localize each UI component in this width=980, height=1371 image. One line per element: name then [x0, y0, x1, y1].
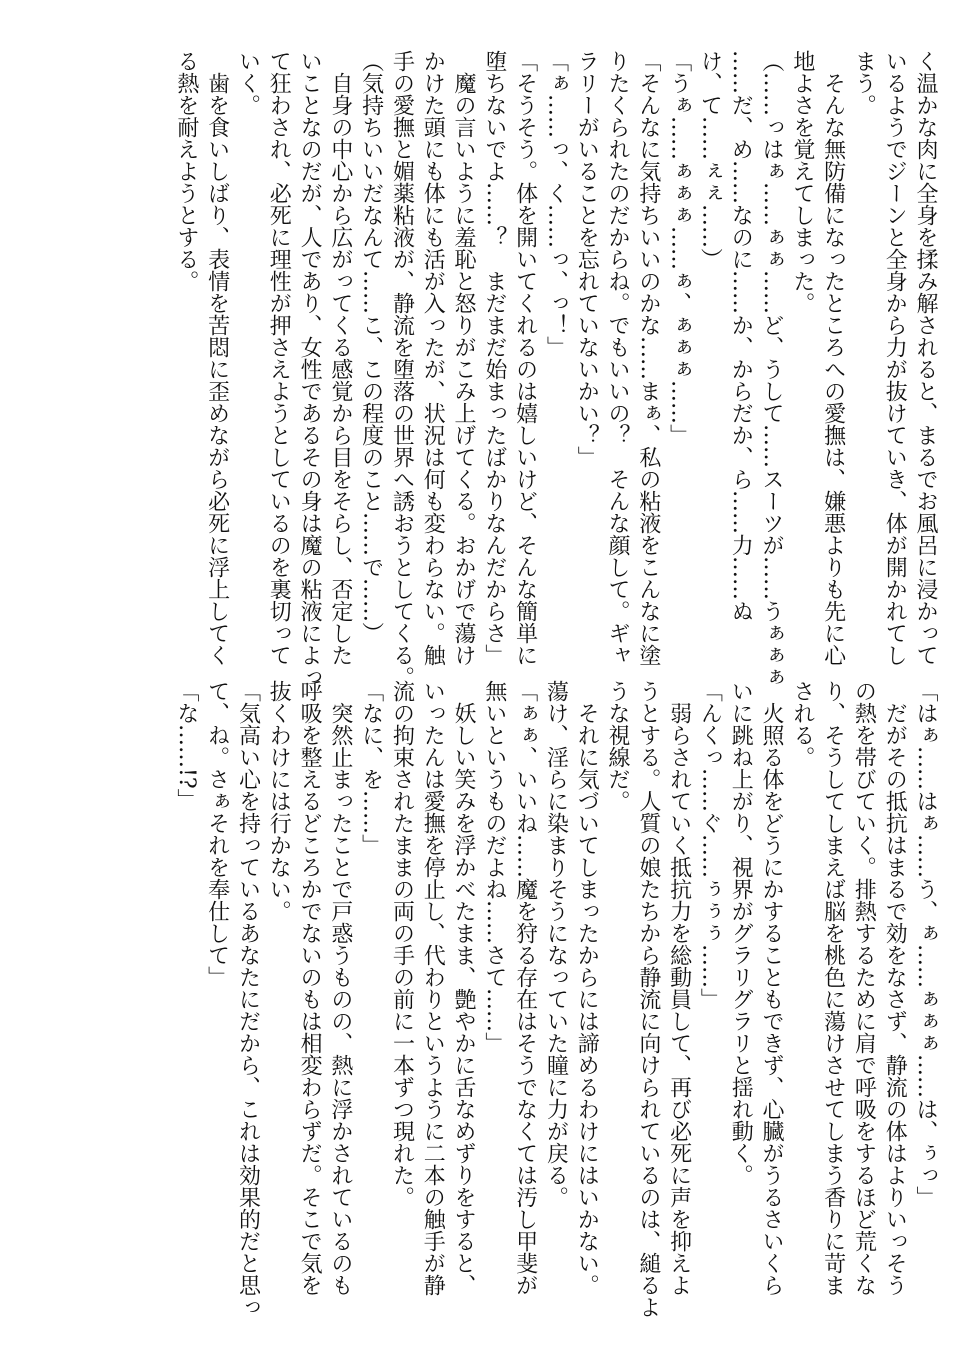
text-line: いに跳ね上がり、視界がグラリグラリと揺れ動く。	[728, 680, 754, 1186]
text-line: 突然止まったことで戸惑うものの、熱に浮かされているのも	[327, 680, 353, 1296]
text-line: 歯を食いしばり、表情を苦悶に歪めながら必死に浮上してく	[204, 50, 230, 666]
text-line: 「うぁ……ぁぁぁ……ぁ、ぁぁぁ……」	[666, 50, 692, 446]
text-line: いく。	[235, 50, 261, 116]
text-line: 抜くわけには行かない。	[266, 680, 292, 922]
text-line: ラリーがいることを忘れていないかい？」	[574, 50, 600, 468]
text-line: 魔の言いように羞恥と怒りがこみ上げてくる。おかげで蕩け	[451, 50, 477, 666]
text-line: て狂わされ、必死に理性が押さえようとしているのを裏切って	[266, 50, 292, 666]
text-line: そんな無防備になったところへの愛撫は、嫌悪よりも先に心	[820, 50, 846, 666]
text-line: いったんは愛撫を停止し、代わりというように二本の触手が静	[420, 680, 446, 1296]
text-line: うな視線だ。	[605, 680, 631, 812]
text-line: 「な……!?」	[173, 680, 199, 811]
text-line: （……っはぁ……ぁぁ……ど、うして……スーツが……うぁぁぁ	[759, 50, 785, 688]
text-line: （気持ちいいだなんて……こ、この程度のこと……で……）	[358, 50, 384, 644]
text-line: 流の拘束されたままの両の手の前に一本ずつ現れた。	[389, 680, 415, 1208]
text-line: 弱らされていく抵抗力を総動員して、再び必死に声を抑えよ	[666, 680, 692, 1296]
text-line: り、そうしてしまえば脳を桃色に蕩けさせてしまう香りに苛ま	[820, 680, 846, 1296]
text-line: の熱を帯びていく。排熱するために肩で呼吸をするほど荒くな	[851, 680, 877, 1296]
text-line: く温かな肉に全身を揉み解されると、まるでお風呂に浸かって	[913, 50, 938, 666]
text-line: 地よさを覚えてしまった。	[789, 50, 815, 314]
text-line: うとする。人質の娘たちから静流に向けられているのは、縋るよ	[635, 680, 661, 1318]
text-line: て、ね。さぁそれを奉仕して」	[204, 680, 230, 988]
text-line: 呼吸を整えるどころかでないのもは相変わらずだ。そこで気を	[297, 680, 323, 1296]
lower-text-block	[90, 680, 940, 1318]
text-line: りたくられたのだからね。でもいいの？ そんな顔して。ギャ	[605, 50, 631, 666]
text-line: だがその抵抗はまるで効をなさず、静流の体はよりいっそう	[882, 680, 908, 1296]
text-line: け、て……ぇぇ……）	[697, 50, 723, 270]
text-line: 堕ちないでよ……？ まだまだ始まったばかりなんだからさ」	[481, 50, 507, 666]
text-line: 火照る体をどうにかすることもできず、心臓がうるさいくら	[759, 680, 785, 1296]
text-line: 「ぁぁ、いいね……魔を狩る存在はそうでなくては汚し甲斐が	[512, 680, 538, 1296]
text-line: 妖しい笑みを浮かべたまま、艶やかに舌なめずりをすると、	[451, 680, 477, 1296]
text-line: 「そうそう。体を開いてくれるのは嬉しいけど、そんな簡単に	[512, 50, 538, 666]
text-line: 「なに、を……」	[358, 680, 384, 856]
text-line: ……だ、め……なのに……か、からだか、ら……力……ぬ	[728, 50, 754, 622]
text-line: 「気高い心を持っているあなたにだから、これは効果的だと思っ	[235, 680, 261, 1318]
upper-text-block	[90, 50, 940, 688]
text-line: る熱を耐えようとする。	[173, 50, 199, 292]
text-line: 「そんなに気持ちいいのかな……まぁ、私の粘液をこんなに塗	[635, 50, 661, 666]
text-line: それに気づいてしまったからには諦めるわけにはいかない。	[574, 680, 600, 1296]
text-line: いことなのだが、人であり、女性であるその身は魔の粘液によっ	[297, 50, 323, 688]
text-line: かけた頭にも体にも活が入ったが、状況は何も変わらない。触	[420, 50, 446, 666]
text-line: 「はぁ……はぁ……う、ぁ……ぁぁぁ……は、ぅっ」	[913, 680, 938, 1208]
text-line: まう。	[851, 50, 877, 116]
text-line: 蕩け、淫らに染まりそうになっていた瞳に力が戻る。	[543, 680, 569, 1208]
text-line: いるようでジーンと全身から力が抜けていき、体が開かれてし	[882, 50, 908, 666]
text-line: 自身の中心から広がってくる感覚から目をそらし、否定した	[327, 50, 353, 666]
text-line: される。	[789, 680, 815, 768]
text-line: 無いというものだよね……さて……」	[481, 680, 507, 1054]
text-line: 手の愛撫と媚薬粘液が、静流を堕落の世界へ誘おうとしてくる。	[389, 50, 415, 688]
text-line: 「んくっ……ぐ……ぅぅぅ……」	[697, 680, 723, 1010]
text-line: 「ぁ……っ、く……っ、っ！」	[543, 50, 569, 358]
